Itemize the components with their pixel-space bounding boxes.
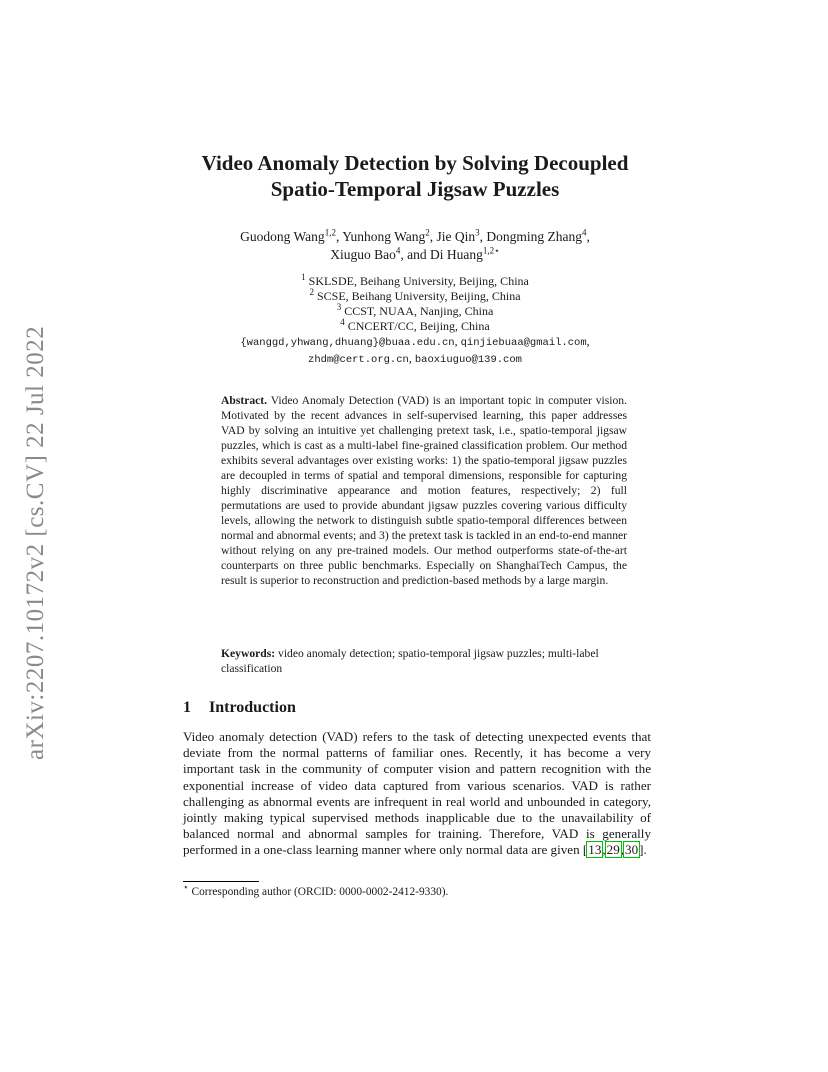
affiliation: $^2$ SCSE, Beihang University, Beijing, China xyxy=(309,287,521,303)
email[interactable]: zhdm@cert.org.cn xyxy=(308,354,409,366)
author: Yunhong Wang$^2$ xyxy=(342,227,430,244)
footnote-text: Corresponding author (ORCID: 0000-0002-2412-9330). xyxy=(191,886,449,898)
section-number: 1 xyxy=(183,699,191,716)
email-line: {wanggd,yhwang,dhuang}@buaa.edu.cn, qinjiebuaa@gmail.com, xyxy=(240,334,590,349)
footnote-mark: ⋆ xyxy=(183,882,189,893)
author: Guodong Wang$^{1,2}$ xyxy=(240,227,336,244)
email-line: zhdm@cert.org.cn, baoxiuguo@139.com xyxy=(308,351,522,366)
author: Di Huang$^{1,2⋆}$ xyxy=(429,245,500,262)
intro-text: Video anomaly detection (VAD) refers to the task of detecting unexpected events that deviate from the normal patterns of familiar ones. Recently, it has become a very important task in the community of computer vision and pattern recognition with the exponential increase of video data captured from various scenarios. VAD is rather challenging as abnormal events are infrequent in real world and unbounded in category, jointly making typical supervised methods inapplicable due to the unavailability of balanced normal and abnormal samples for training. Therefore, VAD is generally performed in a one-class learning manner where only normal data are given xyxy=(183,729,651,858)
affiliation: $^3$ CCST, NUAA, Nanjing, China xyxy=(336,302,494,318)
intro-paragraph: Video anomaly detection (VAD) refers to the task of detecting unexpected events that deviate from the normal patterns of familiar ones. Recently, it has become a very important task in the community of computer vision and pattern recognition with the exponential increase of video data captured from various scenarios. VAD is rather challenging as abnormal events are infrequent in real world and unbounded in category, jointly making typical supervised methods inapplicable due to the unavailability of balanced normal and abnormal samples for training. Therefore, VAD is generally performed in a one-class learning manner where only normal data are given [13,29,30]. xyxy=(183,729,651,858)
citation-link[interactable]: 30 xyxy=(625,842,639,858)
section-title: Introduction xyxy=(209,699,296,716)
citation-link[interactable]: 29 xyxy=(606,842,620,858)
author: Jie Qin$^3$ xyxy=(436,227,480,244)
footnote-rule xyxy=(183,881,259,882)
email[interactable]: qinjiebuaa@gmail.com xyxy=(460,337,587,349)
section-heading xyxy=(183,699,653,717)
author-list: Guodong Wang$^{1,2}$, Yunhong Wang$^2$, Jie Qin$^3$, Dongming Zhang$^4$, Xiuguo Bao$^4$, and Di Huang$^{1,2⋆}$ xyxy=(240,227,590,262)
title-line-2: Spatio-Temporal Jigsaw Puzzles xyxy=(270,177,560,201)
arxiv-identifier: arXiv:2207.10172v2 [cs.CV] 22 Jul 2022 xyxy=(22,325,49,760)
abstract-label: Abstract. xyxy=(221,394,268,407)
title-line-1: Video Anomaly Detection by Solving Decoupled xyxy=(201,151,629,175)
affiliation: $^1$ SKLSDE, Beihang University, Beijing, China xyxy=(301,272,529,288)
affiliation: $^4$ CNCERT/CC, Beijing, China xyxy=(340,317,490,333)
author: Dongming Zhang$^4$ xyxy=(486,227,587,244)
abstract xyxy=(221,393,627,588)
keywords xyxy=(221,646,627,676)
abstract-text: Video Anomaly Detection (VAD) is an important topic in computer vision. Motivated by the recent advances in self-supervised learning, this paper addresses VAD by solving an intuitive yet challenging pretext task, i.e., spatio-temporal jigsaw puzzles, which is cast as a multi-label fine-grained classification problem. Our method exhibits several advantages over existing works: 1) the spatio-temporal jigsaw puzzles are decoupled in terms of spatial and temporal dimensions, responsible for capturing highly discriminative appearance and motion features, respectively; 2) full permutations are used to provide abundant jigsaw puzzles covering various difficulty levels, allowing the network to distinguish subtle spatio-temporal differences between normal and abnormal events; and 3) the pretext task is tackled in an end-to-end manner without relying on any pre-trained models. Our method outperforms state-of-the-art counterparts on three public benchmarks. Especially on ShanghaiTech Campus, the result is superior to reconstruction and prediction-based methods by a large margin. xyxy=(221,394,627,587)
affiliations xyxy=(190,274,640,368)
keywords-text: video anomaly detection; spatio-temporal jigsaw puzzles; multi-label classification xyxy=(221,647,599,675)
citation-link[interactable]: 13 xyxy=(588,842,602,858)
email[interactable]: {wanggd,yhwang,dhuang}@buaa.edu.cn xyxy=(240,337,455,349)
paper-title xyxy=(150,150,680,202)
email[interactable]: baoxiuguo@139.com xyxy=(414,354,522,366)
footnote xyxy=(183,882,651,899)
author: Xiuguo Bao$^4$ xyxy=(330,245,401,262)
keywords-label: Keywords: xyxy=(221,647,276,660)
